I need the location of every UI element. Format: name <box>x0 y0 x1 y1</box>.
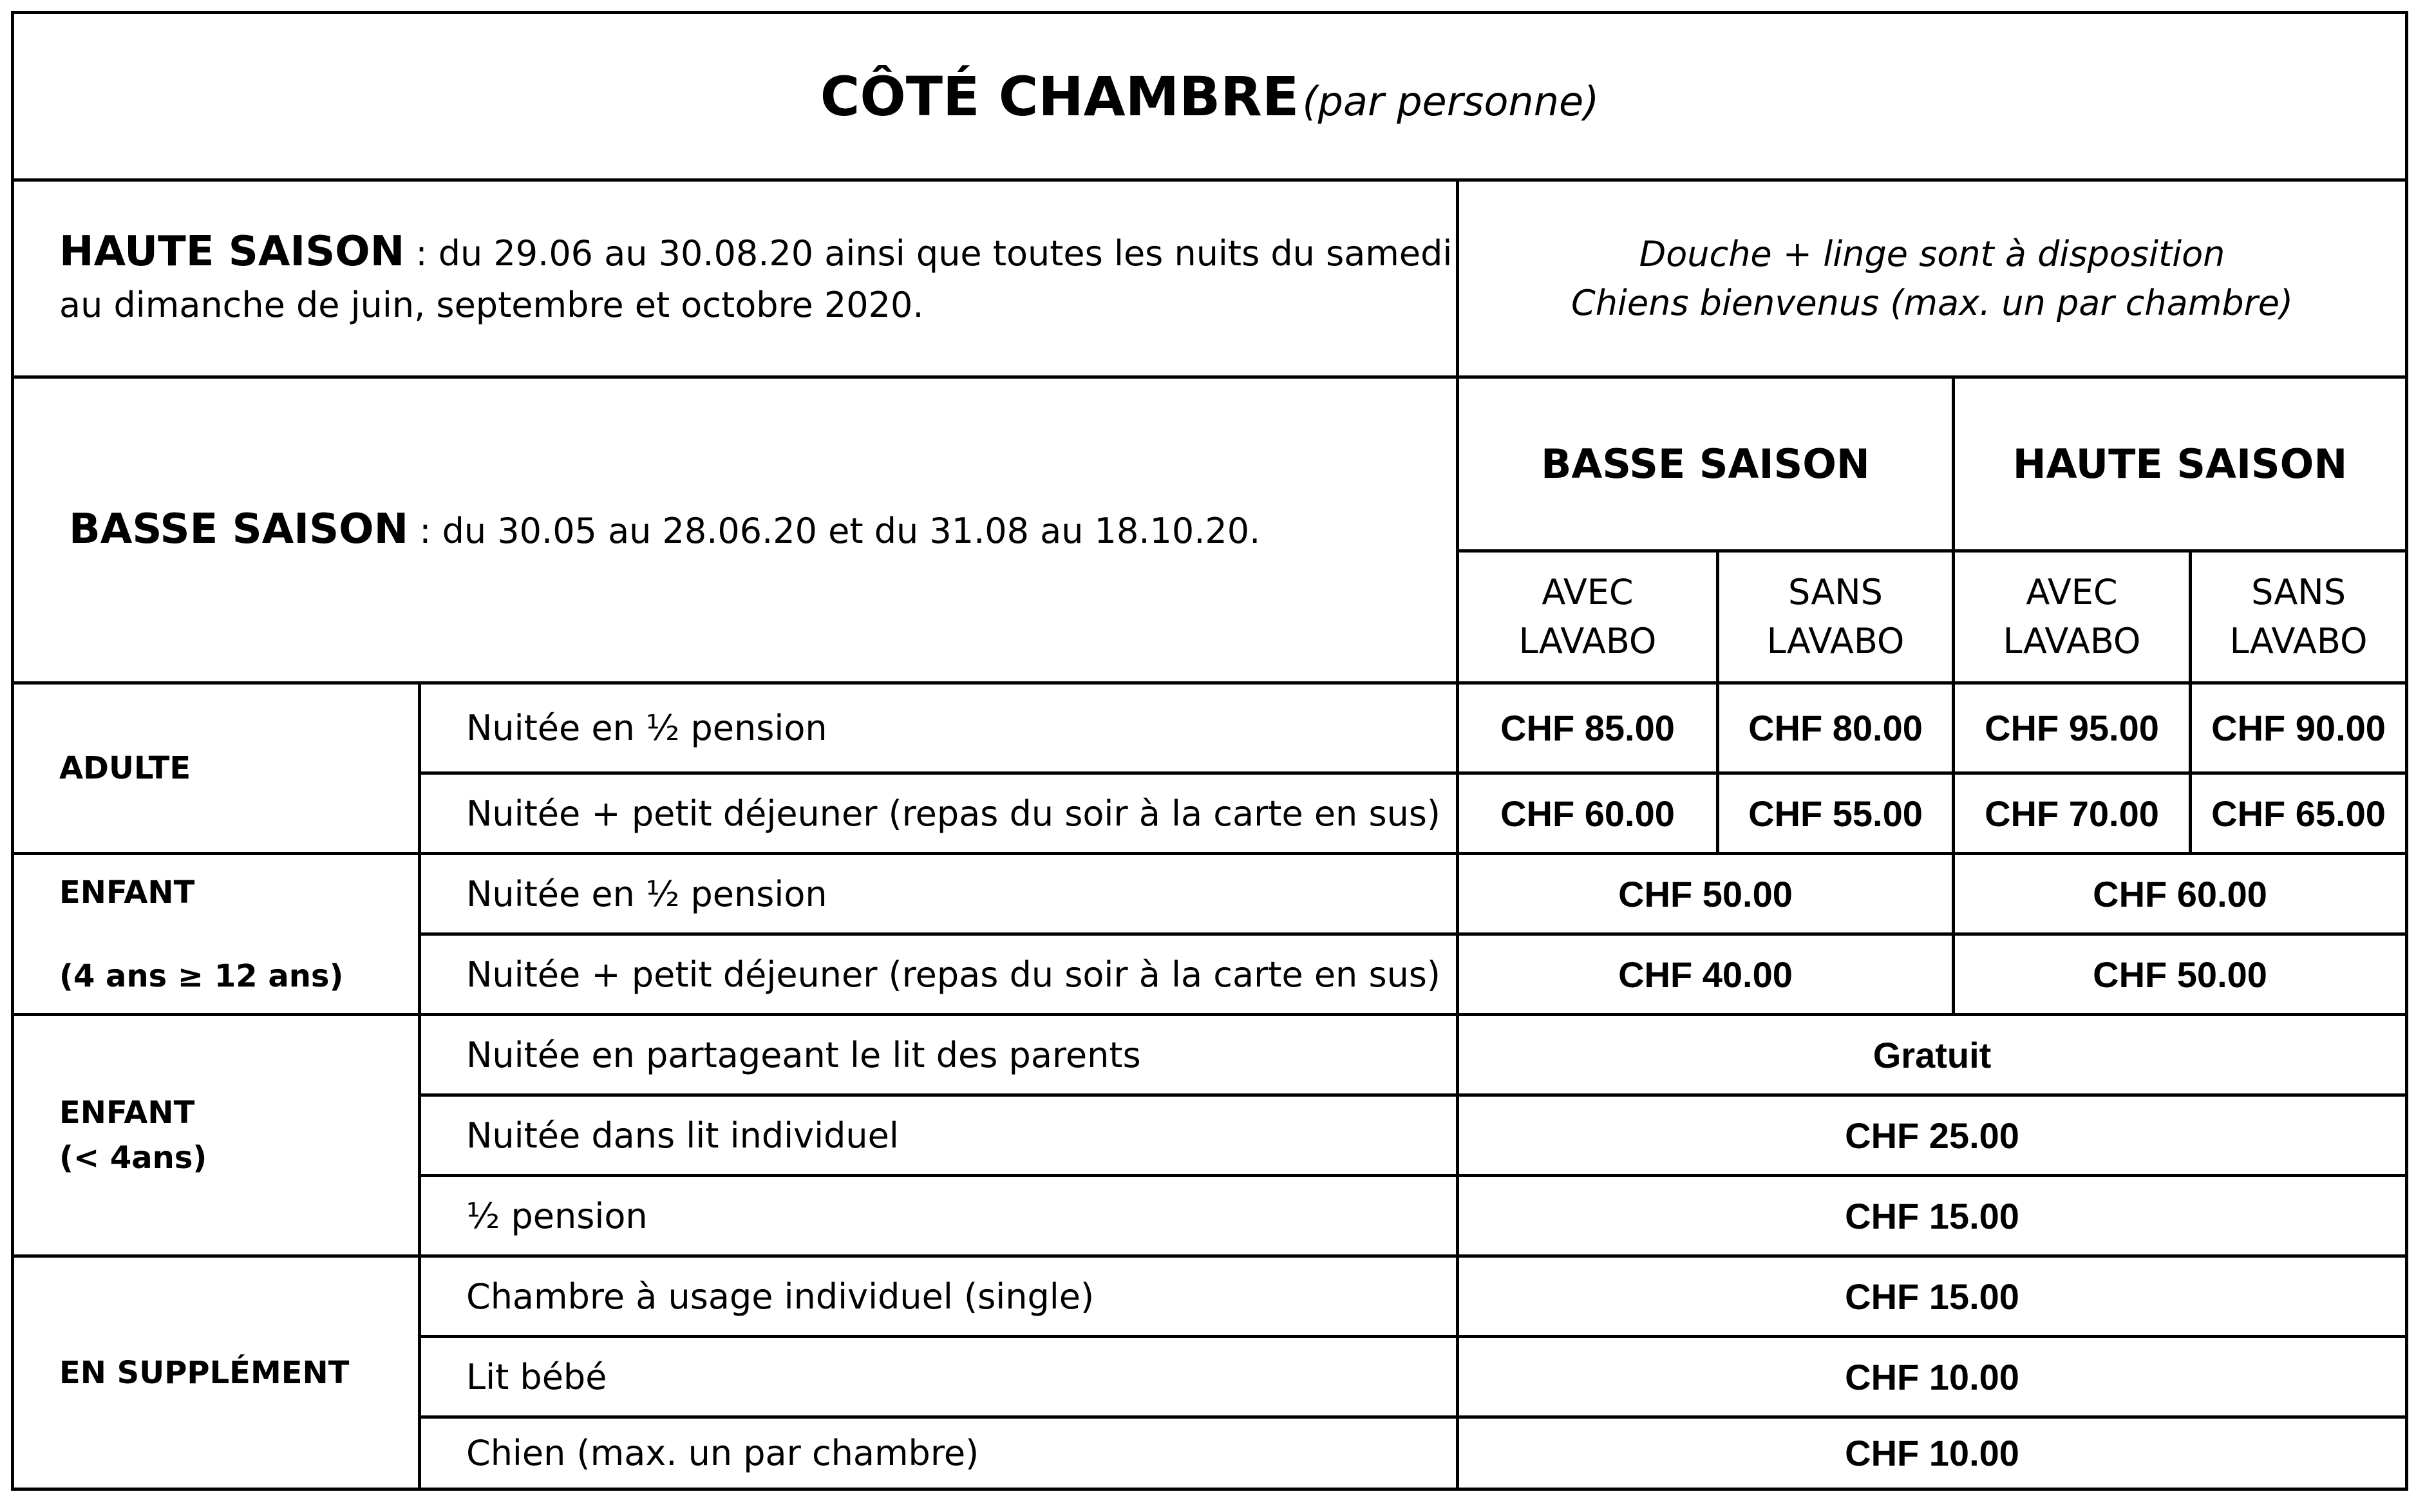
page-subtitle: (par personne) <box>1302 77 1600 125</box>
row-label: Chien (max. un par chambre) <box>420 1417 1458 1489</box>
price-cell: CHF 60.00 <box>1458 773 1718 854</box>
price-cell: CHF 10.00 <box>1458 1417 2407 1489</box>
page-title: CÔTÉ CHAMBRE <box>820 64 1299 128</box>
price-cell: CHF 50.00 <box>1954 934 2407 1015</box>
row-label: Nuitée en ½ pension <box>420 854 1458 934</box>
basse-saison-label: BASSE SAISON <box>69 505 409 553</box>
group-enfant-small <box>13 1015 420 1256</box>
basse-saison-text: : du 30.05 au 28.06.20 et du 31.08 au 18.10.20. <box>408 510 1261 551</box>
haute-saison-text: : du 29.06 au 30.08.20 ainsi que toutes les nuits du samedi au dimanche de juin, septembre et octobre 2020. <box>59 233 1453 325</box>
row-label: Nuitée en partageant le lit des parents <box>420 1015 1458 1095</box>
price-cell: CHF 85.00 <box>1458 683 1718 773</box>
info-line-shower: Douche + linge sont à disposition <box>1639 233 2225 274</box>
row-label: Nuitée + petit déjeuner (repas du soir à la carte en sus) <box>420 934 1458 1015</box>
group-enfant-age: (4 ans ≥ 12 ans) <box>59 958 344 994</box>
column-basse-saison: BASSE SAISON <box>1458 377 1954 551</box>
row-label: Nuitée dans lit individuel <box>420 1095 1458 1176</box>
price-cell: CHF 65.00 <box>2191 773 2407 854</box>
column-haute-saison: HAUTE SAISON <box>1954 377 2407 551</box>
haute-saison-label: HAUTE SAISON <box>59 228 405 276</box>
row-label: Nuitée + petit déjeuner (repas du soir à la carte en sus) <box>420 773 1458 854</box>
row-label: Chambre à usage individuel (single) <box>420 1256 1458 1337</box>
row-label: Lit bébé <box>420 1337 1458 1417</box>
column-basse-avec-lavabo: AVEC LAVABO <box>1458 551 1718 683</box>
price-cell: CHF 60.00 <box>1954 854 2407 934</box>
price-cell: CHF 50.00 <box>1458 854 1954 934</box>
basse-saison-description <box>13 377 1458 683</box>
group-adulte: ADULTE <box>13 683 420 854</box>
price-cell: CHF 10.00 <box>1458 1337 2407 1417</box>
price-cell: CHF 80.00 <box>1718 683 1954 773</box>
price-cell: CHF 95.00 <box>1954 683 2191 773</box>
info-line-dogs: Chiens bienvenus (max. un par chambre) <box>1571 282 2294 323</box>
price-cell: CHF 55.00 <box>1718 773 1954 854</box>
haute-saison-description <box>13 180 1458 377</box>
group-supplement: EN SUPPLÉMENT <box>13 1256 420 1489</box>
row-label: ½ pension <box>420 1176 1458 1256</box>
info-cell <box>1458 180 2407 377</box>
group-enfant <box>13 854 420 1015</box>
price-cell: CHF 15.00 <box>1458 1256 2407 1337</box>
price-cell: CHF 70.00 <box>1954 773 2191 854</box>
price-cell: CHF 15.00 <box>1458 1176 2407 1256</box>
price-cell: CHF 90.00 <box>2191 683 2407 773</box>
group-enfant-small-age: (< 4ans) <box>59 1140 207 1176</box>
price-cell: Gratuit <box>1458 1015 2407 1095</box>
column-haute-sans-lavabo: SANS LAVABO <box>2191 551 2407 683</box>
row-label: Nuitée en ½ pension <box>420 683 1458 773</box>
column-haute-avec-lavabo: AVEC LAVABO <box>1954 551 2191 683</box>
group-enfant-small-label: ENFANT <box>59 1095 195 1131</box>
price-cell: CHF 40.00 <box>1458 934 1954 1015</box>
column-basse-sans-lavabo: SANS LAVABO <box>1718 551 1954 683</box>
group-enfant-label: ENFANT <box>59 874 195 911</box>
title-cell <box>13 13 2407 180</box>
price-table <box>11 11 2408 1491</box>
price-cell: CHF 25.00 <box>1458 1095 2407 1176</box>
